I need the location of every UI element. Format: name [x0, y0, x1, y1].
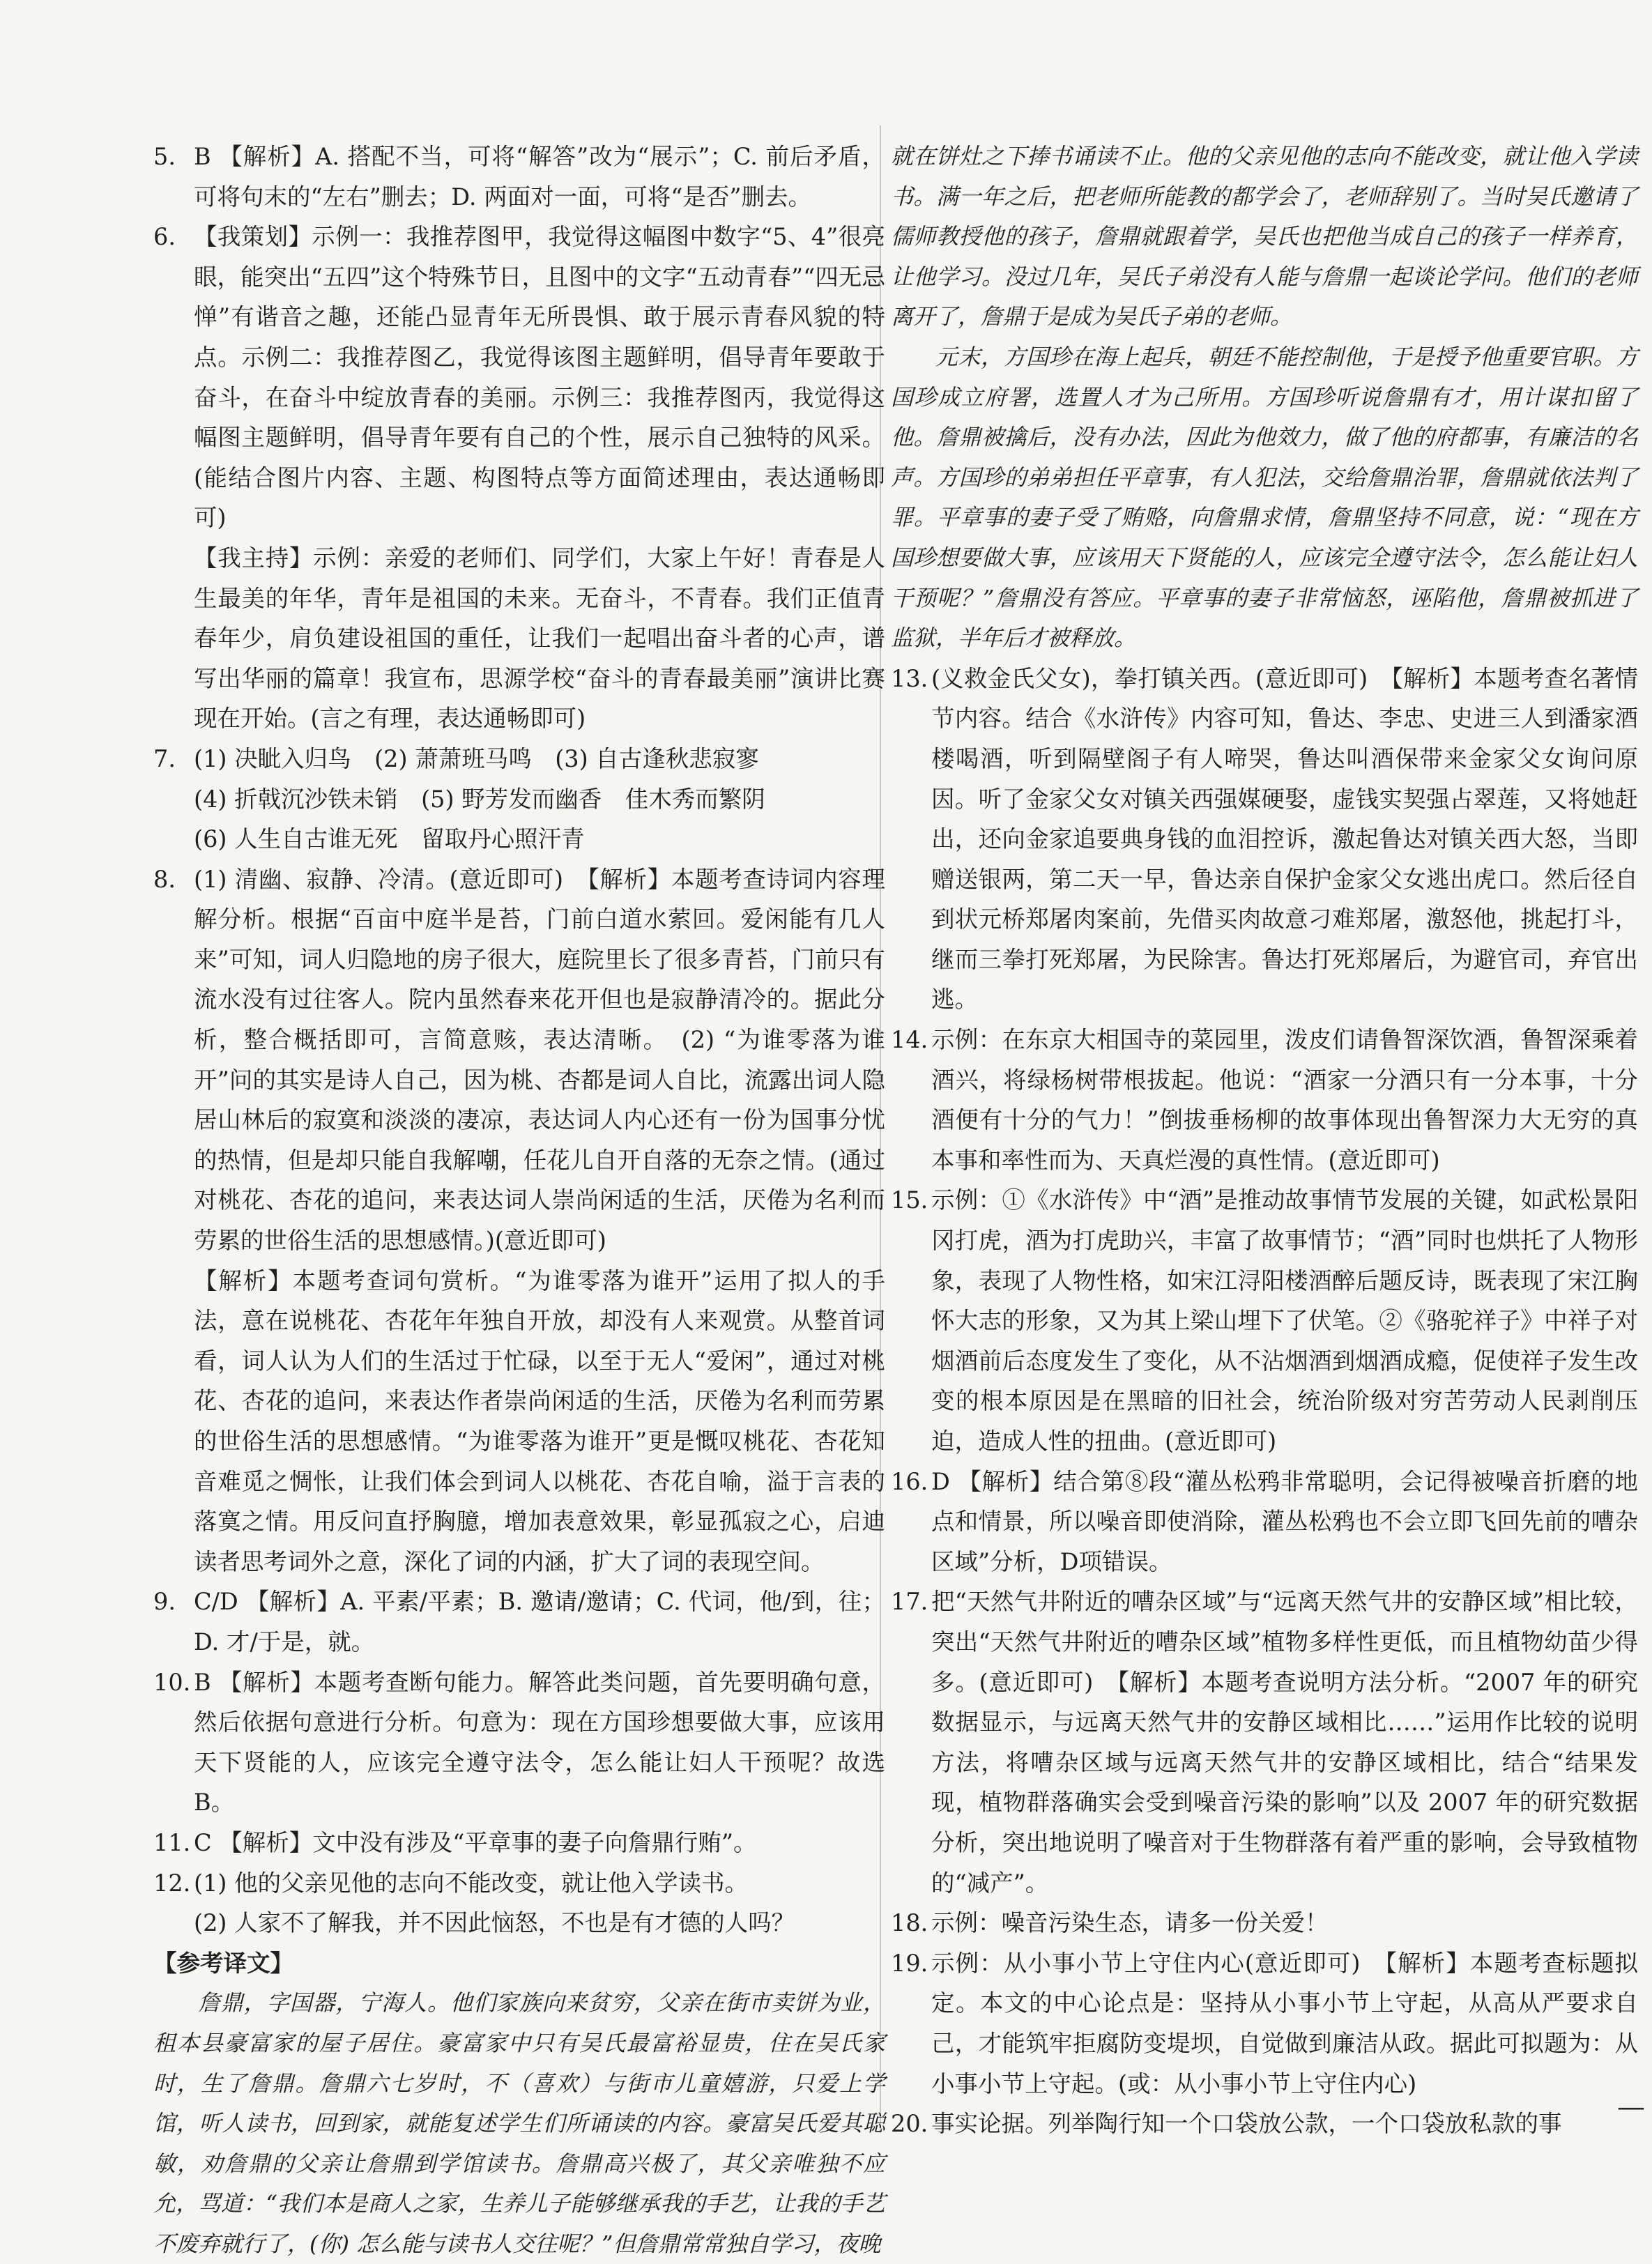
item-number: 10. [153, 1668, 191, 1696]
item-number: 19. [891, 1949, 928, 1977]
answer-text: C 【解析】文中没有涉及“平章事的妻子向詹鼎行贿”。 [194, 1828, 757, 1856]
reference-translation-title: 【参考译文】 [153, 1949, 293, 1977]
item-number: 9. [153, 1588, 176, 1616]
answer-13 [891, 659, 1638, 1020]
item-number: 8. [153, 865, 176, 893]
item-number: 14. [891, 1026, 928, 1054]
answer-9 [153, 1582, 885, 1662]
answer-line: (6) 人生自古谁无死 留取丹心照汗青 [194, 825, 585, 853]
answer-8 [153, 859, 885, 1582]
answer-text: 【我策划】示例一：我推荐图甲，我觉得这幅图中数字“5、4”很亮眼，能突出“五四”这个特殊节日，且图中的文字“五动青春”“四无忌惮”有谐音之趣，还能凸显青年无所畏惧、敢于展示青春风貌的特点。示例二：我推荐图乙，我觉得该图主题鲜明，倡导青年要敢于奋斗，在奋斗中绽放青春的美丽。示例三：我推荐图丙，我觉得这幅图主题鲜明，倡导青年要有自己的个性，展示自己独特的风采。(能结合图片内容、主题、构图特点等方面简述理由，表达通畅即可) [194, 223, 885, 532]
answer-text: (1) 清幽、寂静、冷清。(意近即可) 【解析】本题考查诗词内容理解分析。根据“百亩中庭半是苔，门前白道水萦回。爱闲能有几人来”可知，词人归隐地的房子很大，庭院里长了很多青苔，门前只有流水没有过往客人。院内虽然春来花开但也是寂静清冷的。据此分析，整合概括即可，言简意赅，表达清晰。 (2) “为谁零落为谁开”问的其实是诗人自己，因为桃、杏都是词人自比，流露出词人隐居山林后的寂寞和淡淡的凄凉，表达词人内心还有一份为国事分忧的热情，但是却只能自我解嘲，任花儿自开自落的无奈之情。(通过对桃花、杏花的追问，来表达词人崇尚闲适的生活，厌倦为名利而劳累的世俗生活的思想感情。)(意近即可) [194, 865, 885, 1255]
right-column [891, 137, 1638, 2144]
answer-10 [153, 1662, 885, 1823]
item-number: 6. [153, 223, 176, 251]
page-edge-mark: — [1617, 2091, 1645, 2123]
left-column [153, 137, 885, 2264]
item-number: 20. [891, 2110, 928, 2138]
answer-20 [891, 2104, 1638, 2144]
answer-line: (4) 折戟沉沙铁未销 (5) 野芳发而幽香 佳木秀而繁阴 [194, 785, 765, 813]
answer-text: 示例：在东京大相国寺的菜园里，泼皮们请鲁智深饮酒，鲁智深乘着酒兴，将绿杨树带根拔起。他说：“酒家一分酒只有一分本事，十分酒便有十分的气力！”倒拔垂杨柳的故事体现出鲁智深力大无穷的真本事和率性而为、天真烂漫的真性情。(意近即可) [931, 1026, 1638, 1174]
item-number: 18. [891, 1909, 928, 1937]
answer-text: 示例：噪音污染生态，请多一份关爱！ [931, 1909, 1329, 1937]
answer-text: D 【解析】结合第⑧段“灌丛松鸦非常聪明，会记得被噪音折磨的地点和情景，所以噪音即使消除，灌丛松鸦也不会立即飞回先前的嘈杂区域”分析，D项错误。 [931, 1467, 1638, 1575]
answer-text: C/D 【解析】A. 平素/平素；B. 邀请/邀请；C. 代词，他/到，往；D. 才/于是，就。 [194, 1588, 885, 1655]
answer-text: 把“天然气井附近的嘈杂区域”与“远离天然气井的安静区域”相比较，突出“天然气井附近的嘈杂区域”植物多样性更低，而且植物幼苗少得多。(意近即可) 【解析】本题考查说明方法分析。“2007 年的研究数据显示，与远离天然气井的安静区域相比……”运用作比较的说明方法，将嘈杂区域与远离天然气井的安静区域相比，结合“结果发现，植物群落确实会受到噪音污染的影响”以及 2007 年的研究数据分析，突出地说明了噪音对于生物群落有着严重的影响，会导致植物的“减产”。 [931, 1588, 1638, 1897]
answer-line: (1) 他的父亲见他的志向不能改变，就让他入学读书。 [194, 1869, 749, 1897]
answer-text: B 【解析】本题考查断句能力。解答此类问题，首先要明确句意，然后依据句意进行分析。句意为：现在方国珍想要做大事，应该用天下贤能的人，应该完全遵守法令，怎么能让妇人干预呢？故选B。 [194, 1668, 885, 1816]
answer-16 [891, 1462, 1638, 1582]
answer-17 [891, 1582, 1638, 1903]
item-number: 7. [153, 744, 176, 772]
answer-18 [891, 1903, 1638, 1943]
answer-text: 【我主持】示例：亲爱的老师们、同学们，大家上午好！青春是人生最美的年华，青年是祖国的未来。无奋斗，不青春。我们正值青春年少，肩负建设祖国的重任，让我们一起唱出奋斗者的心声，谱写出华丽的篇章！我宣布，思源学校“奋斗的青春最美丽”演讲比赛现在开始。(言之有理，表达通畅即可) [194, 544, 885, 733]
answer-5 [153, 137, 885, 217]
answer-text: 示例：从小事小节上守住内心(意近即可) 【解析】本题考查标题拟定。本文的中心论点是：坚持从小事小节上守起，从高从严要求自己，才能筑牢拒腐防变堤坝，自觉做到廉洁从政。据此可拟题为：从小事小节上守起。(或：从小事小节上守住内心) [931, 1949, 1638, 2097]
answer-line: (2) 人家不了解我，并不因此恼怒，不也是有才德的人吗？ [194, 1909, 795, 1937]
item-number: 17. [891, 1588, 928, 1616]
item-number: 12. [153, 1869, 191, 1897]
item-number: 15. [891, 1186, 928, 1214]
item-number: 11. [153, 1828, 191, 1856]
answer-15 [891, 1180, 1638, 1461]
item-number: 13. [891, 664, 928, 692]
item-number: 5. [153, 143, 176, 170]
answer-text: 示例：①《水浒传》中“酒”是推动故事情节发展的关键，如武松景阳冈打虎，酒为打虎助兴，丰富了故事情节；“酒”同时也烘托了人物形象，表现了人物性格，如宋江浔阳楼酒醉后题反诗，既表现了宋江胸怀大志的形象，又为其上梁山埋下了伏笔。②《骆驼祥子》中祥子对烟酒前后态度发生了变化，从不沾烟酒到烟酒成瘾，促使祥子发生改变的根本原因是在黑暗的旧社会，统治阶级对穷苦劳动人民剥削压迫，造成人性的扭曲。(意近即可) [931, 1186, 1638, 1455]
translation-paragraph: 元末，方国珍在海上起兵，朝廷不能控制他，于是授予他重要官职。方国珍成立府署，选置人才为己所用。方国珍听说詹鼎有才，用计谋扣留了他。詹鼎被擒后，没有办法，因此为他效力，做了他的府都事，有廉洁的名声。方国珍的弟弟担任平章事，有人犯法，交给詹鼎治罪，詹鼎就依法判了罪。平章事的妻子受了贿赂，向詹鼎求情，詹鼎坚持不同意，说：“现在方国珍想要做大事，应该用天下贤能的人，应该完全遵守法令，怎么能让妇人干预呢？”詹鼎没有答应。平章事的妻子非常恼怒，诬陷他，詹鼎被抓进了监狱，半年后才被释放。 [891, 343, 1638, 652]
answer-line: (1) 决眦入归鸟 (2) 萧萧班马鸣 (3) 自古逢秋悲寂寥 [194, 744, 759, 772]
answer-7 [153, 739, 885, 859]
translation-paragraph: 詹鼎，字国器，宁海人。他们家族向来贫穷，父亲在街市卖饼为业，租本县豪富家的屋子居住。豪富家中只有吴氏最富裕显贵，住在吴氏家时，生了詹鼎。詹鼎六七岁时，不（喜欢）与街市儿童嬉游，只爱上学馆，听人读书，回到家，就能复述学生们所诵读的内容。豪富吴氏爱其聪敏，劝詹鼎的父亲让詹鼎到学馆读书。詹鼎高兴极了，其父亲唯独不应允，骂道：“我们本是商人之家，生养儿子能够继承我的手艺，让我的手艺不废弃就行了，(你) 怎么能与读书人交往呢？”但詹鼎常常独自学习，夜晚 [153, 1989, 885, 2257]
answer-11 [153, 1823, 885, 1863]
answer-text: 【解析】本题考查词句赏析。“为谁零落为谁开”运用了拟人的手法，意在说桃花、杏花年年独自开放，却没有人来观赏。从整首词看，词人认为人们的生活过于忙碌，以至于无人“爱闲”，通过对桃花、杏花的追问，来表达作者崇尚闲适的生活，厌倦为名利而劳累的世俗生活的思想感情。“为谁零落为谁开”更是慨叹桃花、杏花知音难觅之惆怅，让我们体会到词人以桃花、杏花自喻，溢于言表的落寞之情。用反问直抒胸臆，增加表意效果，彰显孤寂之心，启迪读者思考词外之意，深化了词的内涵，扩大了词的表现空间。 [194, 1267, 885, 1575]
answer-6 [153, 217, 885, 739]
answer-19 [891, 1943, 1638, 2104]
answer-12 [153, 1863, 885, 1943]
answer-text: (义救金氏父女)，拳打镇关西。(意近即可) 【解析】本题考查名著情节内容。结合《水浒传》内容可知，鲁达、李忠、史进三人到潘家酒楼喝酒，听到隔壁阁子有人啼哭，鲁达叫酒保带来金家父女询问原因。听了金家父女对镇关西强媒硬娶，虚钱实契强占翠莲，又将她赶出，还向金家追要典身钱的血泪控诉，激起鲁达对镇关西大怒，当即赠送银两，第二天一早，鲁达亲自保护金家父女逃出虎口。然后径自到状元桥郑屠肉案前，先借买肉故意刁难郑屠，激怒他，挑起打斗，继而三拳打死郑屠，为民除害。鲁达打死郑屠后，为避官司，弃官出逃。 [931, 664, 1638, 1014]
answer-text: 事实论据。列举陶行知一个口袋放公款，一个口袋放私款的事 [931, 2110, 1562, 2138]
answer-14 [891, 1020, 1638, 1180]
translation-paragraph: 就在饼灶之下捧书诵读不止。他的父亲见他的志向不能改变，就让他入学读书。满一年之后，把老师所能教的都学会了，老师辞别了。当时吴氏邀请了儒师教授他的孩子，詹鼎就跟着学，吴氏也把他当成自己的孩子一样养育，让他学习。没过几年，吴氏子弟没有人能与詹鼎一起谈论学问。他们的老师离开了，詹鼎于是成为吴氏子弟的老师。 [891, 143, 1638, 330]
item-number: 16. [891, 1467, 928, 1495]
answer-text: B 【解析】A. 搭配不当，可将“解答”改为“展示”；C. 前后矛盾，可将句末的“左右”删去；D. 两面对一面，可将“是否”删去。 [194, 143, 885, 211]
